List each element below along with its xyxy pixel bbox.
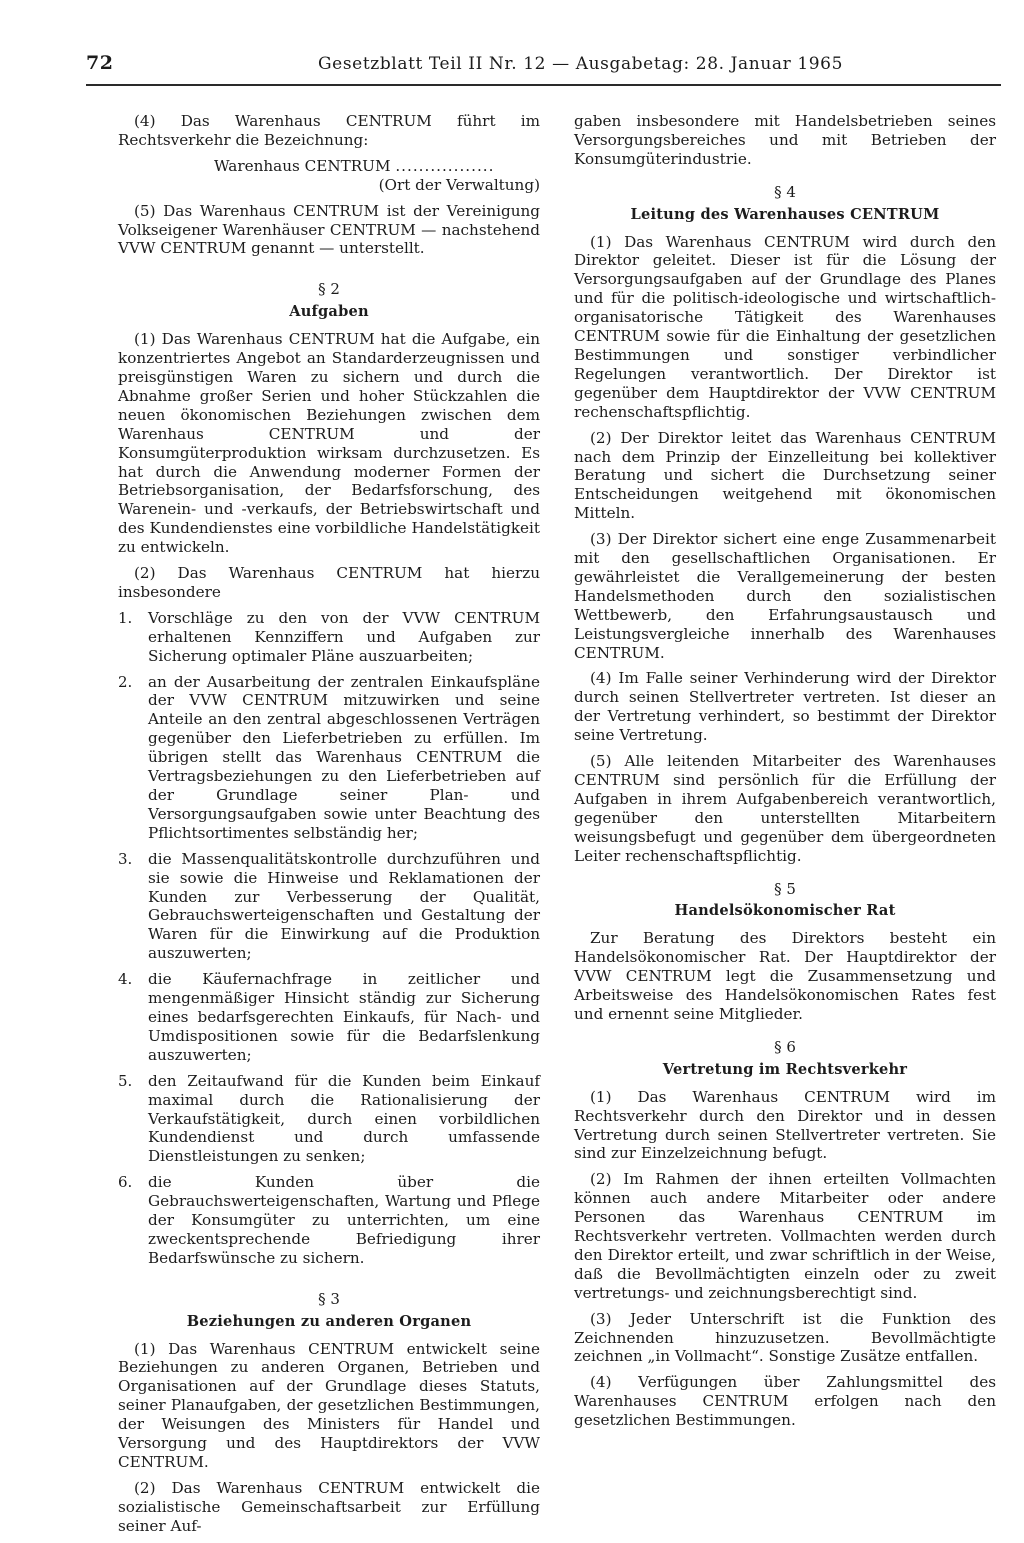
paragraph: (3) Der Direktor sichert eine enge Zusammenarbeit mit den gesellschaftlichen Organisationen. Er gewährleistet die Verallgemeinerung der besten Handelsmethoden durch den sozialistischen Wettbewerb, den Erfahrungsaustausch und Leistungsvergleiche innerhalb des Warenhauses CENTRUM. [574,530,996,662]
list-item [118,1072,540,1167]
list-item-text: die Kunden über die Gebrauchswerteigenschaften, Wartung und Pflege der Konsumgüter zu unterrichten, um eine zweckentsprechende Befriedigung ihrer Bedarfswünsche zu sichern. [148,1173,540,1267]
list-item [118,673,540,843]
list-item [118,1173,540,1268]
list-item-number: 2. [118,672,133,691]
section-number: § 6 [774,1037,796,1056]
gazette-title: Gesetzblatt Teil II Nr. 12 — Ausgabetag: 28. Januar 1965 [318,54,844,74]
designation-dots: ................. [395,156,495,175]
list-item [118,850,540,963]
section-title: Handelsökonomischer Rat [674,902,896,920]
list-item-text: Vorschläge zu den von der VVW CENTRUM erhaltenen Kennziffern und Aufgaben zur Sicherung optimaler Pläne auszuarbeiten; [148,608,540,665]
right-column [574,112,996,1437]
paragraph: (5) Alle leitenden Mitarbeiter des Warenhauses CENTRUM sind persönlich für die Erfüllung der Aufgaben in ihrem Aufgabenbereich verantwortlich, gegenüber den unterstellten Mitarbeitern weisungsbefugt und gegenüber dem übergeordneten Leiter rechenschaftspflichtig. [574,752,996,865]
list-item-number: 5. [118,1071,133,1090]
designation-note: (Ort der Verwaltung) [378,175,540,194]
list-item-number: 3. [118,849,133,868]
paragraph: (1) Das Warenhaus CENTRUM hat die Aufgabe, ein konzentriertes Angebot an Standarderzeugnissen und preisgünstigen Waren zu sichern und durch die Abnahme großer Serien und hoher Stückzahlen die neuen ökonomischen Beziehungen zwischen dem Warenhaus CENTRUM und der Konsumgüterproduktion wirksam durchzusetzen. Es hat durch die Anwendung moderner Formen der Betriebsorganisation, der Bedarfsforschung, des Warenein- und -verkaufs, der Betriebswirtschaft und des Kundendienstes eine vorbildliche Handelstätigkeit zu entwickeln. [118,330,540,557]
section-title: Leitung des Warenhauses CENTRUM [630,205,940,223]
paragraph: (4) Im Falle seiner Verhinderung wird der Direktor durch seinen Stellvertreter vertreten. Ist dieser an der Vertretung verhindert, so bestimmt der Direktor seine Vertretung. [574,669,996,745]
paragraph: Zur Beratung des Direktors besteht ein Handelsökonomischer Rat. Der Hauptdirektor der VVW CENTRUM legt die Zusammensetzung und Arbeitsweise des Handelsökonomischen Rates fest und ernennt seine Mitglieder. [574,929,996,1023]
list-item-number: 6. [118,1173,133,1192]
section-title: Beziehungen zu anderen Organen [186,1312,472,1330]
section-title: Aufgaben [289,303,369,321]
list-item [118,970,540,1065]
section-number: § 5 [774,879,796,898]
paragraph: (4) Verfügungen über Zahlungsmittel des Warenhauses CENTRUM erfolgen nach den gesetzlichen Bestimmungen. [574,1373,996,1430]
list-item-text: die Massenqualitätskontrolle durchzuführen und sie sowie die Hinweise und Reklamationen der Kunden zur Verbesserung der Qualität, Gebrauchswerteigenschaften und Gestaltung der Waren für die Einwirkung auf die Produktion auszuwerten; [148,849,540,963]
section-number: § 3 [318,1289,340,1308]
paragraph: (5) Das Warenhaus CENTRUM ist der Vereinigung Volkseigener Warenhäuser CENTRUM — nachstehend VVW CENTRUM genannt — unterstellt. [118,201,540,258]
section-title: Vertretung im Rechtsverkehr [662,1060,908,1078]
list-item-text: die Käufernachfrage in zeitlicher und mengenmäßiger Hinsicht ständig zur Sicherung eines bedarfsgerechten Einkaufs, für Nach- und Umdispositionen sowie für die Bedarfslenkung auszuwerten; [148,970,540,1064]
paragraph: (2) Im Rahmen der ihnen erteilten Vollmachten können auch andere Mitarbeiter oder andere Personen das Warenhaus CENTRUM im Rechtsverkehr vertreten. Vollmachten werden durch den Direktor erteilt, und zwar schriftlich in der Weise, daß die Bevollmächtigten einzeln oder zu zweit vertretungs- und zeichnungsberechtigt sind. [574,1170,996,1302]
paragraph: (1) Das Warenhaus CENTRUM wird durch den Direktor geleitet. Dieser ist für die Lösung der Versorgungsaufgaben auf der Grundlage des Planes und für die politisch-ideologische und wirtschaftlich-organisatorische Tätigkeit des Warenhauses CENTRUM sowie für die Einhaltung der gesetzlichen Bestimmungen und sonstiger verbindlicher Regelungen verantwortlich. Der Direktor ist gegenüber dem Hauptdirektor der VVW CENTRUM rechenschaftspflichtig. [574,232,996,421]
page-header [86,50,1001,86]
designation-line [118,157,540,176]
designation-name: Warenhaus CENTRUM [214,156,391,175]
paragraph: (1) Das Warenhaus CENTRUM entwickelt seine Beziehungen zu anderen Organen, Betrieben und Organisationen auf der Grundlage dieses Statuts, seiner Planaufgaben, der gesetzlichen Bestimmungen, der Weisungen des Ministers für Handel und Versorgung und des Hauptdirektors der VVW CENTRUM. [118,1339,540,1471]
left-column [118,112,540,1543]
paragraph-continuation: gaben insbesondere mit Handelsbetrieben seines Versorgungsbereiches und mit Betrieben der Konsumgüterindustrie. [574,112,996,168]
paragraph: (2) Der Direktor leitet das Warenhaus CENTRUM nach dem Prinzip der Einzelleitung bei kollektiver Beratung und sichert die Durchsetzung seiner Entscheidungen weitgehend mit ökonomischen Mitteln. [574,428,996,523]
paragraph: (1) Das Warenhaus CENTRUM wird im Rechtsverkehr durch den Direktor und in dessen Vertretung durch seinen Stellvertreter vertreten. Sie sind zur Einzelzeichnung befugt. [574,1087,996,1163]
section-number: § 4 [774,182,796,201]
list-item-text: den Zeitaufwand für die Kunden beim Einkauf maximal durch die Rationalisierung der Verkaufstätigkeit, durch einen vorbildlichen Kundendienst und durch umfassende Dienstleistungen zu senken; [148,1071,540,1166]
list-item-number: 1. [118,608,133,627]
list-item-text: an der Ausarbeitung der zentralen Einkaufspläne der VVW CENTRUM mitzuwirken und seine Anteile an den zentral abgeschlossenen Verträgen gegenüber den Lieferbetrieben zu erfüllen. Im übrigen stellt das Warenhaus CENTRUM die Vertragsbeziehungen zu den Lieferbetrieben auf der Grundlage seiner Plan- und Versorgungsaufgaben sowie unter Beachtung des Pflichtsortimentes selbständig her; [148,672,540,842]
section-number: § 2 [318,280,340,299]
paragraph: (3) Jeder Unterschrift ist die Funktion des Zeichnenden hinzuzusetzen. Bevollmächtigte zeichnen „in Vollmacht“. Sonstige Zusätze entfallen. [574,1309,996,1366]
page-number: 72 [86,52,114,74]
list-item [118,609,540,666]
list-item-number: 4. [118,970,133,989]
paragraph: (2) Das Warenhaus CENTRUM entwickelt die sozialistische Gemeinschaftsarbeit zur Erfüllung seiner Auf- [118,1478,540,1535]
paragraph: (2) Das Warenhaus CENTRUM hat hierzu insbesondere [118,564,540,601]
paragraph: (4) Das Warenhaus CENTRUM führt im Rechtsverkehr die Bezeichnung: [118,112,540,149]
